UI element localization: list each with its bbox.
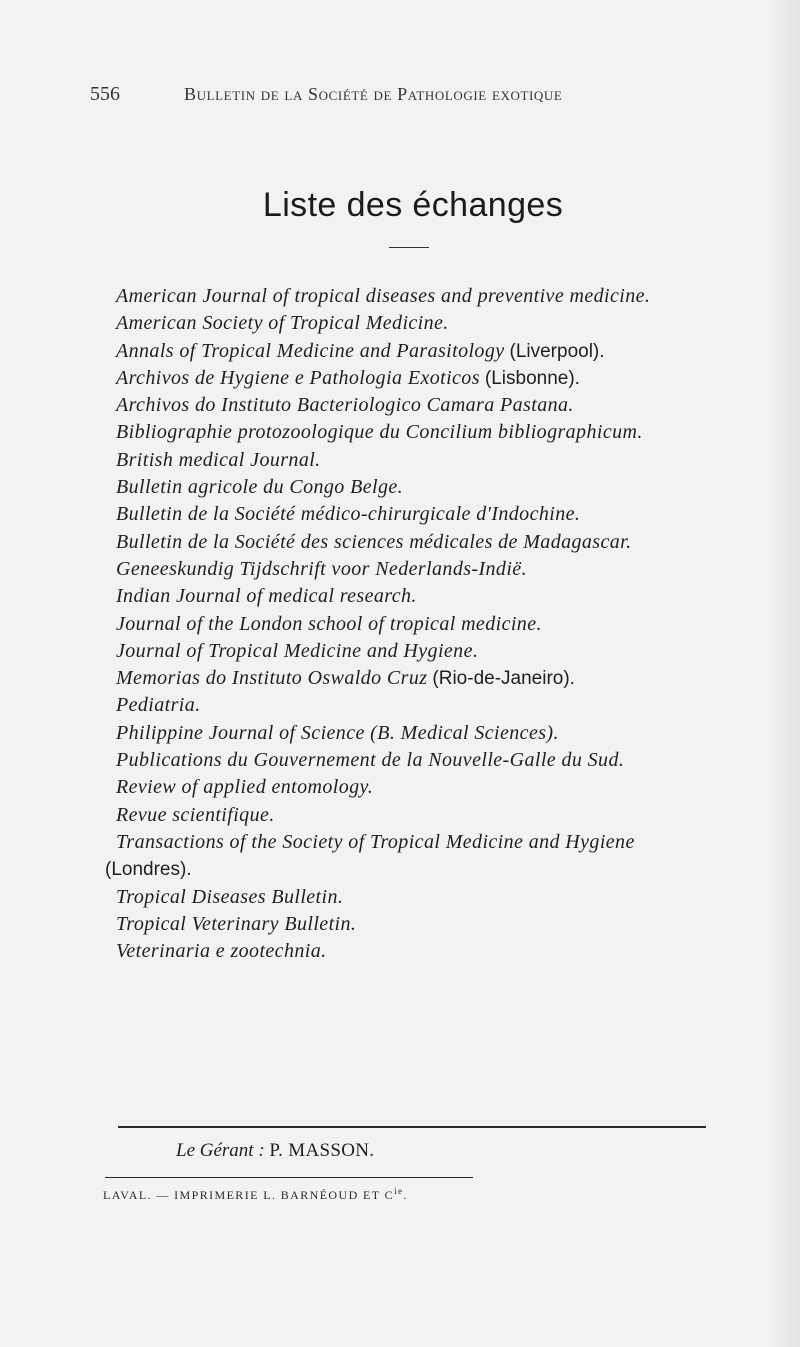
exchange-entry xyxy=(116,720,756,747)
exchange-entry xyxy=(116,419,756,446)
exchange-place: (Lisbonne). xyxy=(484,367,580,389)
exchange-entry xyxy=(116,474,756,501)
title-divider xyxy=(389,247,429,248)
exchange-title: Archivos do Instituto Bacteriologico Camara Pastana. xyxy=(116,394,574,417)
exchange-title: American Society of Tropical Medicine. xyxy=(116,312,449,335)
exchange-entry xyxy=(116,310,756,337)
page-number: 556 xyxy=(90,83,120,105)
exchange-entry xyxy=(116,392,756,419)
exchange-title: British medical Journal. xyxy=(116,448,321,471)
exchange-title: Tropical Diseases Bulletin. xyxy=(116,885,344,908)
exchange-title: Bulletin agricole du Congo Belge. xyxy=(116,476,404,499)
exchange-title: Philippine Journal of Science (B. Medical Sciences). xyxy=(116,721,559,744)
running-head xyxy=(90,83,670,113)
footer-divider-bottom xyxy=(105,1177,473,1178)
exchange-place: (Rio-de-Janeiro). xyxy=(432,668,575,690)
exchange-entry xyxy=(116,529,756,556)
exchange-title: Tropical Veterinary Bulletin. xyxy=(116,912,357,935)
exchange-title: American Journal of tropical diseases and preventive medicine. xyxy=(116,285,651,307)
exchange-entry xyxy=(116,884,756,911)
exchange-entry xyxy=(116,365,756,392)
exchange-entry xyxy=(116,583,756,610)
exchange-title: Publications du Gouvernement de la Nouvelle-Galle du Sud. xyxy=(116,749,625,772)
exchange-title: Archivos de Hygiene e Pathologia Exoticos xyxy=(116,366,480,389)
printer-imprint xyxy=(103,1186,408,1203)
exchange-entry xyxy=(116,829,756,856)
printer-end: . xyxy=(403,1188,408,1202)
exchange-entry xyxy=(116,747,756,774)
exchange-entry xyxy=(116,692,756,719)
exchange-title: Geneeskundig Tijdschrift voor Nederlands-Indië. xyxy=(116,557,527,580)
footer-divider-top xyxy=(118,1126,706,1128)
exchange-title: Bulletin de la Société des sciences médicales de Madagascar. xyxy=(116,530,632,553)
printer-superscript: ie xyxy=(394,1186,404,1196)
manager-name: P. MASSON. xyxy=(269,1140,375,1161)
page-title: Liste des échanges xyxy=(262,186,564,224)
exchange-title: Review of applied entomology. xyxy=(116,776,374,799)
exchange-entry xyxy=(116,911,756,938)
exchange-title: Memorias do Instituto Oswaldo Cruz xyxy=(116,667,428,690)
manager-label: Le Gérant : xyxy=(176,1140,265,1161)
exchange-title: Pediatria. xyxy=(116,694,201,717)
exchange-title: Bibliographie protozoologique du Concilium bibliographicum. xyxy=(116,421,643,444)
exchange-list xyxy=(105,283,756,965)
exchange-entry xyxy=(116,611,756,638)
exchange-entry xyxy=(116,556,756,583)
exchange-place: (Liverpool). xyxy=(509,340,605,362)
exchange-title: Indian Journal of medical research. xyxy=(116,585,417,608)
exchange-entry xyxy=(116,774,756,801)
exchange-entry xyxy=(116,338,756,365)
exchange-title: Revue scientifique. xyxy=(116,803,275,826)
exchange-title: Journal of the London school of tropical medicine. xyxy=(116,612,542,635)
exchange-entry xyxy=(116,638,756,665)
exchange-entry xyxy=(116,501,756,528)
exchange-place: (Londres). xyxy=(105,859,192,881)
exchange-title: Journal of Tropical Medicine and Hygiene. xyxy=(116,639,479,662)
exchange-title: Bulletin de la Société médico-chirurgicale d'Indochine. xyxy=(116,503,581,526)
exchange-title: Veterinaria e zootechnia. xyxy=(116,940,327,963)
exchange-entry xyxy=(116,938,756,965)
exchange-entry xyxy=(105,856,756,883)
printer-text: LAVAL. — IMPRIMERIE L. BARNÉOUD ET C xyxy=(103,1188,395,1202)
exchange-title: Transactions of the Society of Tropical Medicine and Hygiene xyxy=(116,830,635,853)
exchange-entry xyxy=(116,447,756,474)
manager-line xyxy=(176,1140,374,1162)
exchange-entry xyxy=(116,283,756,310)
exchange-entry xyxy=(116,665,756,692)
exchange-entry xyxy=(116,802,756,829)
journal-name: Bulletin de la Société de Pathologie exotique xyxy=(184,84,563,104)
exchange-title: Annals of Tropical Medicine and Parasitology xyxy=(116,339,505,362)
